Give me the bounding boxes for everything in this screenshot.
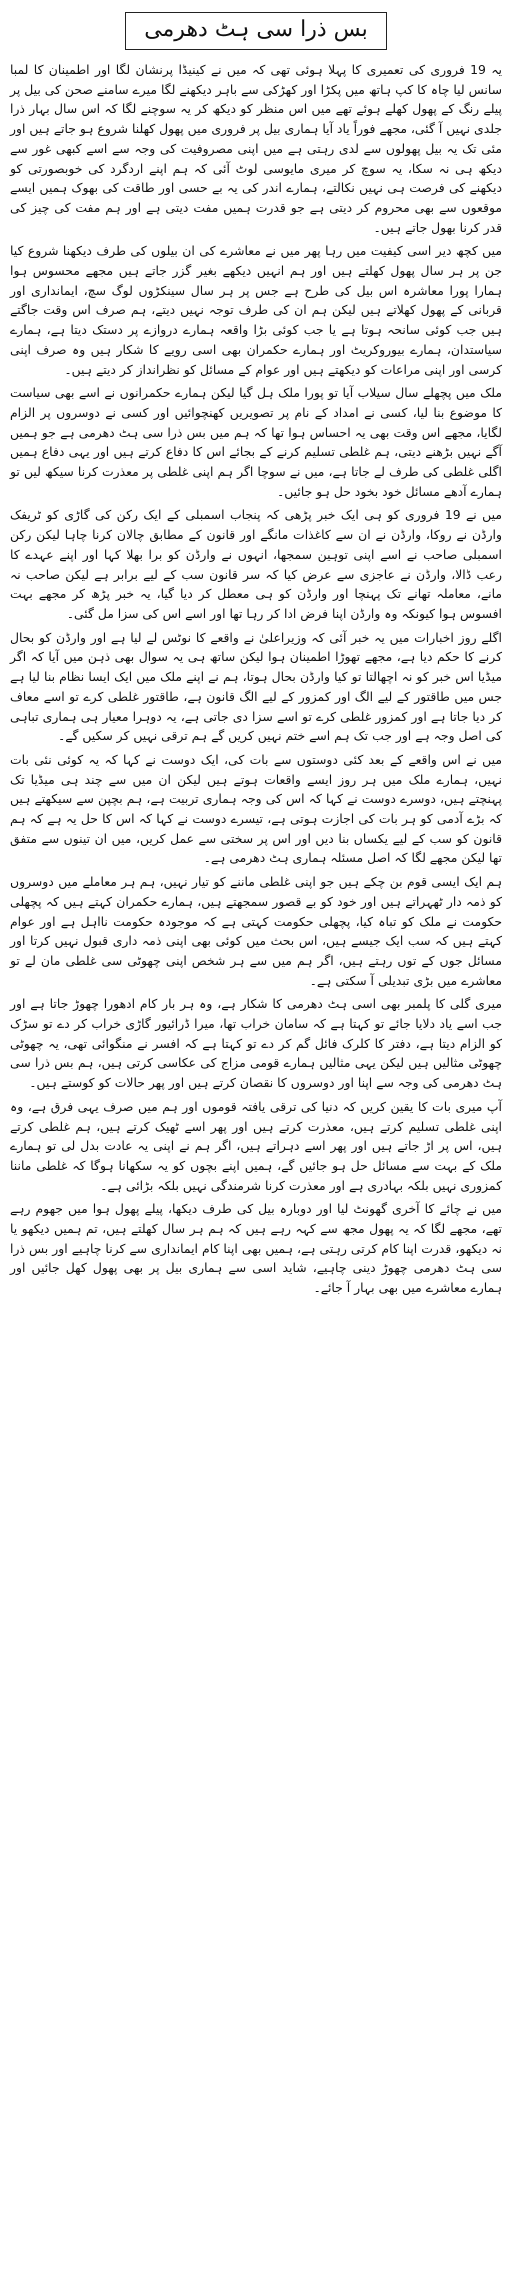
article-paragraph: میں نے 19 فروری کو ہی ایک خبر پڑھی کہ پنجاب اسمبلی کے ایک رکن کی گاڑی کو ٹریفک وارڈن نے روکا، وارڈن نے ان سے کاغذات مانگے اور قانون کے مطابق چالان کرنا چاہا لیکن رکن اسمبلی صاحب نے اسے اپنی توہین سمجھا، انہوں نے وارڈن کو برا بھلا کہا اور اپنے عہدے کا رعب ڈالا، وارڈن نے عاجزی سے عرض کیا کہ سر قانون سب کے لیے برابر ہے لیکن صاحب نہ مانے، معاملہ تھانے تک پہنچا اور وارڈن کو ہی معطل کر دیا گیا، یہ خبر پڑھ کر مجھے بہت افسوس ہوا کیونکہ وہ وارڈن اپنا فرض ادا کر رہا تھا اور اسے اس کی سزا مل گئی۔ bbox=[10, 507, 502, 621]
article-paragraph: میری گلی کا پلمبر بھی اسی ہٹ دھرمی کا شکار ہے، وہ ہر بار کام ادھورا چھوڑ جاتا ہے اور جب اسے یاد دلایا جائے تو کہتا ہے کہ سامان خراب تھا، میرا ڈرائیور گاڑی خراب کر دے تو سڑک کو الزام دیتا ہے، دفتر کا کلرک فائل گم کر دے تو کہتا ہے کہ افسر نے منگوائی تھی، یہ چھوٹی چھوٹی مثالیں ہیں لیکن یہی مثالیں ہمارے قومی مزاج کی عکاسی کرتی ہیں، ہم بس ذرا سی ہٹ دھرمی کی وجہ سے اپنا اور دوسروں کا نقصان کرتے ہیں اور پھر حالات کو کوستے ہیں۔ bbox=[10, 996, 502, 1091]
article-paragraph: ملک میں پچھلے سال سیلاب آیا تو پورا ملک ہل گیا لیکن ہمارے حکمرانوں نے اسے بھی سیاست کا موضوع بنا لیا، کسی نے امداد کے نام پر تصویریں کھنچوائیں اور کسی نے دوسروں پر الزام لگایا، مجھے اس وقت بھی یہ احساس ہوا تھا کہ ہم میں بس ذرا سی ہٹ دھرمی ہے جو ہمیں آگے نہیں بڑھنے دیتی، ہم غلطی تسلیم کرنے کے بجائے اس کا دفاع کرتے ہیں اور یہی دفاع ہمیں اگلی غلطی کی طرف لے جاتا ہے، میں نے سوچا اگر ہم اپنی غلطی پر معذرت کرنا سیکھ لیں تو ہمارے آدھے مسائل خود بخود حل ہو جائیں۔ bbox=[10, 385, 502, 499]
title-wrap bbox=[10, 12, 502, 50]
article-body bbox=[10, 60, 502, 1298]
article-title: بس ذرا سی ہٹ دھرمی bbox=[125, 12, 387, 50]
article-paragraph: میں کچھ دیر اسی کیفیت میں رہا پھر میں نے معاشرے کی ان بیلوں کی طرف دیکھنا شروع کیا جن پر ہر سال پھول کھلتے ہیں اور ہم انہیں دیکھے بغیر گزر جاتے ہیں مجھے محسوس ہوا ہمارا پورا معاشرہ اس بیل کی طرح ہے جس پر ہر سال سینکڑوں لوگ سچ، ایمانداری اور قربانی کے پھول کھلاتے ہیں لیکن ہم ان کی طرف توجہ نہیں دیتے، ہم صرف اس وقت جاگتے ہیں جب کوئی سانحہ ہوتا ہے یا جب کوئی بڑا واقعہ ہمارے دروازے پر دستک دیتا ہے، ہمارے سیاستدان، ہمارے بیوروکریٹ اور ہمارے حکمران بھی اسی رویے کا شکار ہیں وہ صرف اپنی کرسی اور اپنی مراعات کو دیکھتے ہیں اور عوام کے مسائل کو نظرانداز کر دیتے ہیں۔ bbox=[10, 243, 502, 377]
article-paragraph: ہم ایک ایسی قوم بن چکے ہیں جو اپنی غلطی ماننے کو تیار نہیں، ہم ہر معاملے میں دوسروں کو ذمہ دار ٹھہراتے ہیں اور خود کو بے قصور سمجھتے ہیں، ہمارے حکمران کہتے ہیں کہ پچھلی حکومت نے ملک کو تباہ کیا، پچھلی حکومت کہتی ہے کہ موجودہ حکومت نااہل ہے اور عوام کہتے ہیں کہ سب ایک جیسے ہیں، اس بحث میں کوئی بھی اپنی ذمہ داری قبول نہیں کرتا اور مسائل جوں کے توں رہتے ہیں، اگر ہم میں سے ہر شخص اپنی چھوٹی سی غلطی مان لے تو معاشرے میں بڑی تبدیلی آ سکتی ہے۔ bbox=[10, 874, 502, 988]
article-paragraph: میں نے اس واقعے کے بعد کئی دوستوں سے بات کی، ایک دوست نے کہا کہ یہ کوئی نئی بات نہیں، ہمارے ملک میں ہر روز ایسے واقعات ہوتے ہیں لیکن ان میں سے چند ہی میڈیا تک پہنچتے ہیں، دوسرے دوست نے کہا کہ اس کی وجہ ہماری تربیت ہے، ہم بچپن سے سیکھتے ہیں کہ بڑے آدمی کو ہر بات کی اجازت ہوتی ہے، تیسرے دوست نے کہا کہ اس کا حل یہ ہے کہ ہم قانون کو سب کے لیے یکساں بنا دیں اور اس پر سختی سے عمل کریں، میں ان تینوں سے متفق تھا لیکن مجھے لگا کہ اصل مسئلہ ہماری ہٹ دھرمی ہے۔ bbox=[10, 751, 502, 866]
article-paragraph: آپ میری بات کا یقین کریں کہ دنیا کی ترقی یافتہ قوموں اور ہم میں صرف یہی فرق ہے، وہ اپنی غلطی تسلیم کرتے ہیں، معذرت کرتے ہیں اور پھر اسے ٹھیک کرتے ہیں، ہم غلطی کرتے ہیں، اس پر اڑ جاتے ہیں اور پھر اسے دہراتے ہیں، اگر ہم نے اپنی یہ عادت بدل لی تو ہمارے ملک کے بہت سے مسائل حل ہو جائیں گے، ہمیں اپنے بچوں کو یہ سکھانا ہوگا کہ غلطی ماننا کمزوری نہیں بلکہ بہادری ہے اور معذرت کرنا شرمندگی نہیں بلکہ بڑائی ہے۔ bbox=[10, 1098, 502, 1193]
article-paragraph: یہ 19 فروری کی تعمیری کا پہلا ہوئی تھی کہ میں نے کینیڈا پرنشان لگا اور اطمینان کا لمبا سانس لیا چاہ کا کپ ہاتھ میں پکڑا اور کھڑکی سے باہر دیکھنے لگا میرے سامنے صحن کی بیل پر پیلے رنگ کے پھول کھلے ہوئے تھے میں اس منظر کو دیکھ کر یہ سوچنے لگا کہ اس سال بہار ذرا جلدی نہیں آ گئی، مجھے فوراً یاد آیا ہماری بیل پر فروری میں پھول کھلنا شروع ہو جاتے ہیں اور مئی تک یہ بیل پھولوں سے لدی رہتی ہے میں اپنی مصروفیت کی وجہ سے اسے کبھی غور سے دیکھ ہی نہ سکا، یہ سوچ کر میری مایوسی لوٹ آئی کہ ہم اپنے اردگرد کی خوبصورتی کو دیکھنے کی فرصت ہی نہیں نکالتے، ہمارے اندر کی یہ بے حسی اور طاقت کی بھوک ہمیں ایسے موقعوں سے بھی محروم کر دیتی ہے جو قدرت ہمیں مفت دیتی ہے اور ہم مفت کی چیز کی قدر کرنا بھول جاتے ہیں۔ bbox=[10, 62, 502, 235]
article-paragraph: اگلے روز اخبارات میں یہ خبر آئی کہ وزیراعلیٰ نے واقعے کا نوٹس لے لیا ہے اور وارڈن کو بحال کرنے کا حکم دیا ہے، مجھے تھوڑا اطمینان ہوا لیکن ساتھ ہی یہ سوال بھی ذہن میں آیا کہ اگر میڈیا اس خبر کو نہ اچھالتا تو کیا وارڈن بحال ہوتا، ہم نے اپنے ملک میں ایک ایسا نظام بنا لیا ہے جس میں طاقتور کے لیے الگ اور کمزور کے لیے الگ قانون ہے، طاقتور غلطی کرے تو اسے معاف کر دیا جاتا ہے اور کمزور غلطی کرے تو اسے سزا دی جاتی ہے، یہ دوہرا معیار ہی ہماری تباہی کی اصل وجہ ہے اور جب تک ہم اسے ختم نہیں کریں گے ہم ترقی نہیں کر سکیں گے۔ bbox=[10, 629, 502, 744]
article-paragraph: میں نے چائے کا آخری گھونٹ لیا اور دوبارہ بیل کی طرف دیکھا، پیلے پھول ہوا میں جھوم رہے تھے، مجھے لگا کہ یہ پھول مجھ سے کہہ رہے ہیں کہ ہم ہر سال کھلتے ہیں، تم ہمیں دیکھو یا نہ دیکھو، قدرت اپنا کام کرتی رہتی ہے، ہمیں بھی اپنا کام ایمانداری سے کرنا چاہیے اور بس ذرا سی ہٹ دھرمی چھوڑ دینی چاہیے، شاید اسی سے ہماری بیل پر بھی پھول کھل جائیں اور ہمارے معاشرے میں بھی بہار آ جائے۔ bbox=[10, 1201, 502, 1296]
